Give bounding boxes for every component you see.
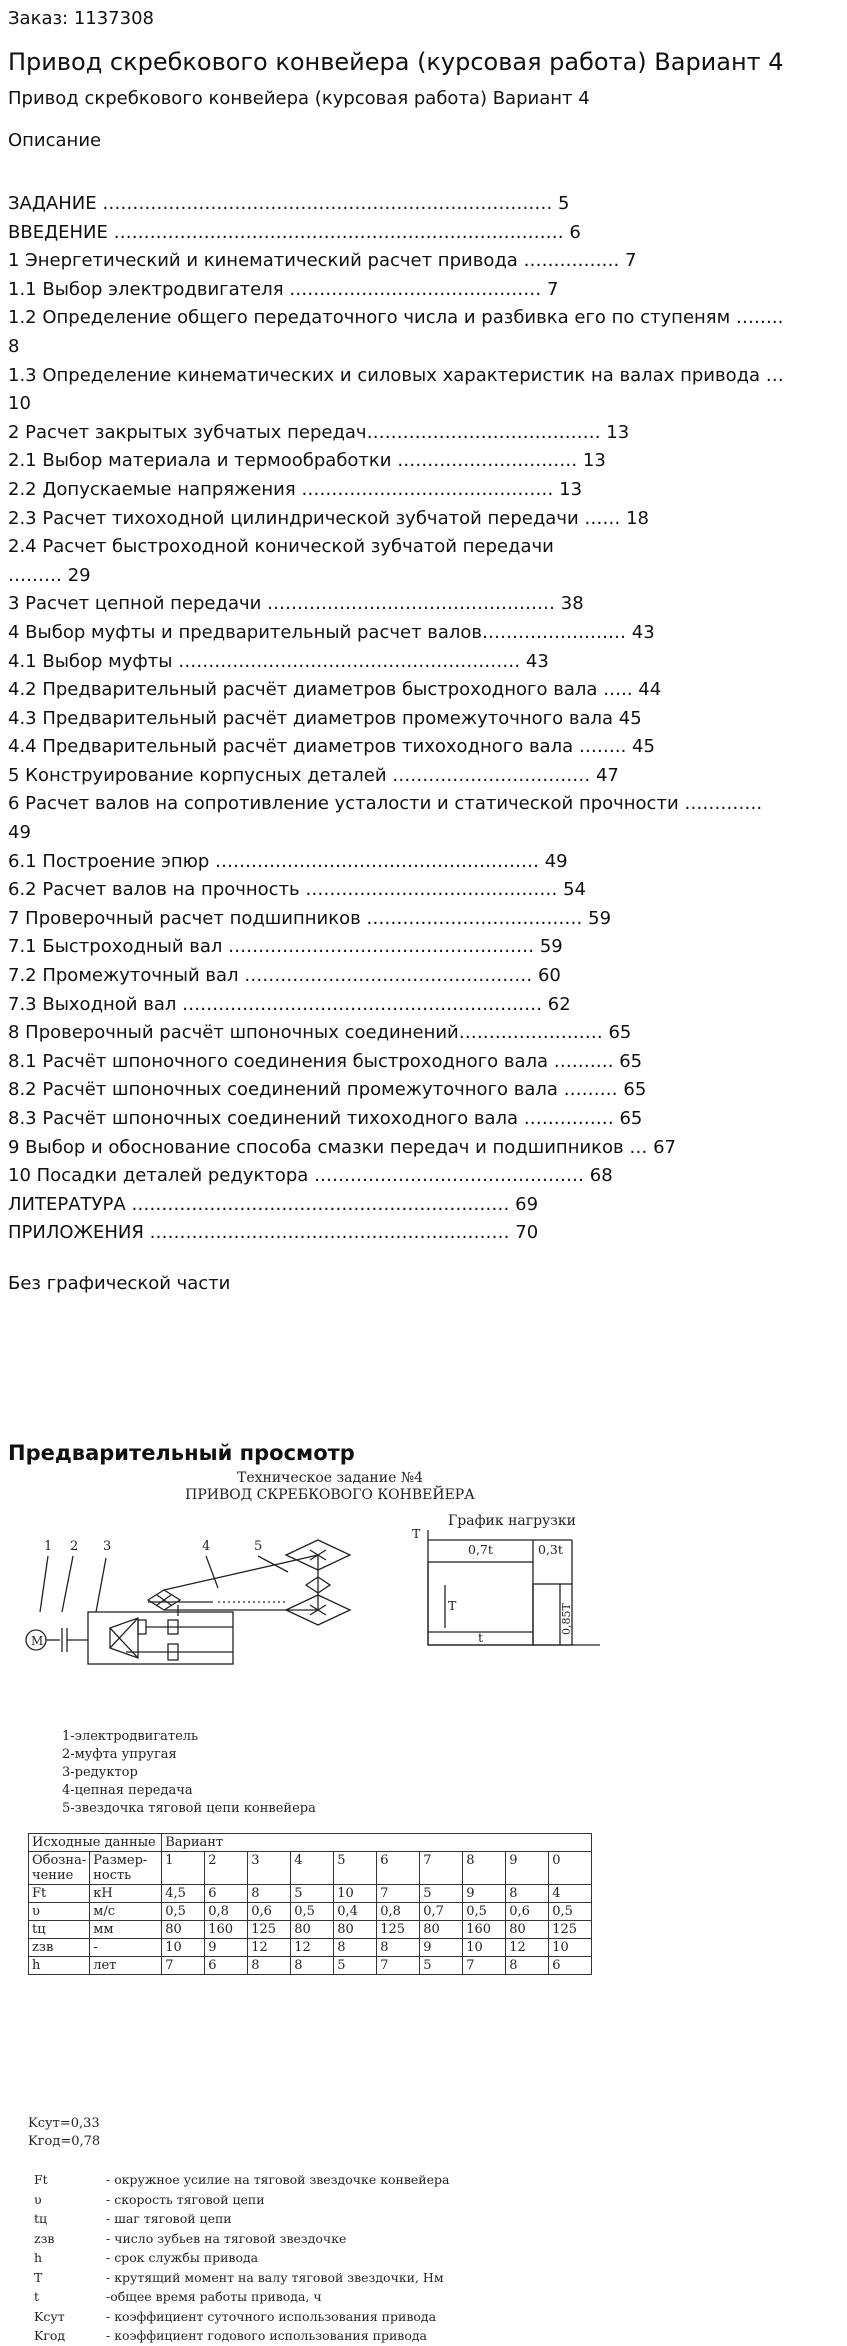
row-symbol: h [29, 1957, 90, 1975]
motor-label: М [31, 1634, 44, 1648]
row-value: 8 [248, 1885, 291, 1903]
symbol-row [34, 2229, 449, 2249]
toc-item: 49 [8, 822, 31, 844]
row-symbol: Ft [29, 1885, 90, 1903]
table-row [29, 1885, 592, 1903]
symbol-name: Ft [34, 2172, 48, 2187]
preview-heading: Предварительный просмотр [8, 1441, 355, 1465]
variant-number: 9 [506, 1852, 549, 1885]
toc-item: 6 Расчет валов на сопротивление усталости и статической прочности …………. [8, 793, 763, 815]
doc-heading: Техническое задание №4 [237, 1470, 423, 1486]
row-value: 0,8 [377, 1903, 420, 1921]
row-value: 80 [162, 1921, 205, 1939]
row-symbol: tц [29, 1921, 90, 1939]
row-value: 12 [291, 1939, 334, 1957]
symbol-name: Kсут [34, 2308, 65, 2324]
symbol-name: Kгод [34, 2328, 66, 2343]
scheme-label-4: 4 [202, 1539, 211, 1554]
scheme-legend [62, 1728, 316, 1818]
row-value: 125 [377, 1921, 420, 1939]
row-value: 8 [248, 1957, 291, 1975]
variant-number: 6 [377, 1852, 420, 1885]
row-value: 5 [291, 1885, 334, 1903]
doc-heading-title: ПРИВОД СКРЕБКОВОГО КОНВЕЙЕРА [185, 1487, 475, 1503]
symbol-row [34, 2287, 449, 2307]
symbol-description: -общее время работы привода, ч [106, 2289, 322, 2304]
row-symbol: zзв [29, 1939, 90, 1957]
symbol-description: - окружное усилие на тяговой звездочке конвейера [106, 2172, 450, 2187]
row-value: 7 [377, 1957, 420, 1975]
toc-item: 4.1 Выбор муфты ………………………………………………… 43 [8, 650, 549, 672]
row-value: 10 [334, 1885, 377, 1903]
row-value: 0,7 [420, 1903, 463, 1921]
row-value: 160 [205, 1921, 248, 1939]
toc-item: 4 Выбор муфты и предварительный расчет валов…………………… 43 [8, 621, 655, 643]
symbol-row [34, 2248, 449, 2268]
variant-number: 5 [334, 1852, 377, 1885]
row-value: 5 [420, 1957, 463, 1975]
row-value: 4,5 [162, 1885, 205, 1903]
row-value: 8 [377, 1939, 420, 1957]
toc-item: 1.1 Выбор электродвигателя …………………………………… 7 [8, 278, 559, 300]
row-value: 0,8 [205, 1903, 248, 1921]
table-row [29, 1903, 592, 1921]
symbol-row [34, 2326, 449, 2346]
variant-number: 2 [205, 1852, 248, 1885]
toc-item: ВВЕДЕНИЕ ………………………………………………………………… 6 [8, 221, 581, 243]
row-value: 6 [205, 1885, 248, 1903]
load-graph-high: T [448, 1598, 457, 1613]
variant-number: 8 [463, 1852, 506, 1885]
document-preview [0, 1470, 847, 2343]
table-header-data: Исходные данные [29, 1834, 162, 1852]
symbol-description: - число зубьев на тяговой звездочке [106, 2230, 347, 2246]
load-graph-seg2: 0,3t [538, 1542, 563, 1557]
symbols-list [34, 2170, 449, 2346]
toc-item: 2.4 Расчет быстроходной конической зубчатой передачи [8, 536, 554, 558]
symbol-description: - скорость тяговой цепи [106, 2191, 265, 2207]
table-header-symbol: Обозна-чение [29, 1852, 90, 1885]
row-value: 8 [334, 1939, 377, 1957]
toc-item: 6.1 Построение эпюр ……………………………………………… 49 [8, 850, 568, 872]
row-value: 80 [420, 1921, 463, 1939]
row-value: 0,5 [463, 1903, 506, 1921]
row-value: 7 [463, 1957, 506, 1975]
toc-item: 5 Конструирование корпусных деталей …………………………… 47 [8, 764, 619, 786]
order-number: Заказ: 1137308 [8, 8, 154, 29]
row-value: 12 [248, 1939, 291, 1957]
toc-item: ПРИЛОЖЕНИЯ …………………………………………………… 70 [8, 1222, 539, 1244]
symbol-name: T [34, 2269, 43, 2285]
row-value: 7 [162, 1957, 205, 1975]
table-header-variant: Вариант [162, 1834, 592, 1852]
scheme-label-1: 1 [44, 1539, 53, 1554]
symbol-name: υ [34, 2191, 42, 2207]
k-values [28, 2115, 100, 2151]
symbol-description: - шаг тяговой цепи [106, 2211, 232, 2226]
toc-item: 4.3 Предварительный расчёт диаметров промежуточного вала 45 [8, 707, 642, 729]
row-value: 9 [420, 1939, 463, 1957]
toc-item: ЗАДАНИЕ ………………………………………………………………… 5 [8, 193, 570, 214]
variant-number: 4 [291, 1852, 334, 1885]
load-graph-seg1: 0,7t [468, 1542, 493, 1557]
toc-item: 7.2 Промежуточный вал ………………………………………… 60 [8, 965, 561, 987]
toc-item: 8 [8, 335, 20, 357]
drive-scheme [18, 1520, 418, 1670]
symbol-name: tц [34, 2211, 48, 2226]
row-symbol: υ [29, 1903, 90, 1921]
scheme-label-3: 3 [103, 1539, 112, 1554]
row-value: 4 [549, 1885, 592, 1903]
page-title: Привод скребкового конвейера (курсовая работа) Вариант 4 [8, 48, 784, 76]
toc-item: 9 Выбор и обоснование способа смазки передач и подшипников … 67 [8, 1136, 676, 1158]
row-value: 160 [463, 1921, 506, 1939]
toc-item: 2.3 Расчет тихоходной цилиндрической зубчатой передачи …… 18 [8, 507, 650, 529]
load-graph-low: 0,85T [560, 1603, 573, 1635]
scheme-label-2: 2 [70, 1539, 79, 1554]
k-value: Kсут=0,33 [28, 2116, 100, 2131]
toc-item: 10 Посадки деталей редуктора ……………………………………… 68 [8, 1165, 613, 1187]
toc-item: 1.3 Определение кинематических и силовых характеристик на валах привода … [8, 364, 784, 386]
table-row [29, 1957, 592, 1975]
description-heading: Описание [8, 130, 102, 151]
row-value: 8 [291, 1957, 334, 1975]
variant-number: 3 [248, 1852, 291, 1885]
load-graph-total: t [478, 1630, 484, 1645]
symbol-name: t [34, 2289, 40, 2304]
row-value: 80 [506, 1921, 549, 1939]
variant-number: 0 [549, 1852, 592, 1885]
row-value: 125 [248, 1921, 291, 1939]
symbol-row [34, 2170, 449, 2190]
table-header-unit: Размер-ность [90, 1852, 162, 1885]
symbol-name: h [34, 2250, 43, 2265]
toc-item: 2.2 Допускаемые напряжения …………………………………… 13 [8, 478, 583, 500]
toc-item: 1 Энергетический и кинематический расчет привода ……………. 7 [8, 250, 637, 272]
symbol-row [34, 2268, 449, 2288]
row-value: 0,6 [248, 1903, 291, 1921]
row-value: 7 [377, 1885, 420, 1903]
toc-item: ЛИТЕРАТУРА ……………………………………………………… 69 [8, 1193, 539, 1215]
symbol-description: - срок службы привода [106, 2250, 259, 2265]
row-unit: мм [90, 1921, 162, 1939]
toc-item: ……… 29 [8, 564, 91, 586]
toc-item: 8.2 Расчёт шпоночных соединений промежуточного вала ……… 65 [8, 1079, 647, 1101]
row-value: 6 [549, 1957, 592, 1975]
toc-item: 2 Расчет закрытых зубчатых передач………………………………… 13 [8, 421, 630, 443]
load-graph-title: График нагрузки [448, 1513, 576, 1529]
row-value: 8 [506, 1957, 549, 1975]
variant-number: 7 [420, 1852, 463, 1885]
toc-item: 1.2 Определение общего передаточного числа и разбивка его по ступеням …….. [8, 307, 784, 329]
toc-item: 8.1 Расчёт шпоночного соединения быстроходного вала ………. 65 [8, 1050, 643, 1072]
row-value: 8 [506, 1885, 549, 1903]
row-value: 10 [463, 1939, 506, 1957]
toc-item: 7.1 Быстроходный вал …………………………………………… 59 [8, 936, 563, 958]
row-value: 12 [506, 1939, 549, 1957]
toc-item: 2.1 Выбор материала и термообработки ………………………… 13 [8, 450, 606, 472]
row-value: 10 [549, 1939, 592, 1957]
row-value: 5 [334, 1957, 377, 1975]
toc-item: 8 Проверочный расчёт шпоночных соединений…………………… 65 [8, 1022, 632, 1044]
page-subtitle: Привод скребкового конвейера (курсовая работа) Вариант 4 [8, 88, 590, 109]
row-unit: м/с [90, 1903, 162, 1921]
variants-table [28, 1833, 592, 1975]
legend-item: 5-звездочка тяговой цепи конвейера [62, 1801, 316, 1816]
toc-item: 6.2 Расчет валов на прочность …………………………………… 54 [8, 879, 587, 901]
toc-item: 7.3 Выходной вал …………………………………………………… 62 [8, 993, 571, 1015]
symbol-row [34, 2190, 449, 2210]
row-value: 10 [162, 1939, 205, 1957]
toc-item: 4.2 Предварительный расчёт диаметров быстроходного вала ….. 44 [8, 679, 662, 701]
table-row [29, 1921, 592, 1939]
row-value: 80 [291, 1921, 334, 1939]
symbol-name: zзв [34, 2230, 55, 2246]
symbol-description: - коэффициент суточного использования привода [106, 2308, 437, 2324]
row-unit: лет [90, 1957, 162, 1975]
table-of-contents [8, 190, 838, 1248]
legend-item: 2-муфта упругая [62, 1747, 177, 1762]
legend-item: 4-цепная передача [62, 1783, 193, 1798]
toc-item: 4.4 Предварительный расчёт диаметров тихоходного вала …….. 45 [8, 736, 655, 758]
row-value: 5 [420, 1885, 463, 1903]
toc-item: 3 Расчет цепной передачи ………………………………………… 38 [8, 593, 584, 615]
legend-item: 1-электродвигатель [62, 1729, 199, 1744]
row-value: 80 [334, 1921, 377, 1939]
row-value: 9 [205, 1939, 248, 1957]
load-graph [410, 1510, 620, 1670]
symbol-row [34, 2209, 449, 2229]
row-value: 0,5 [162, 1903, 205, 1921]
table-row [29, 1939, 592, 1957]
symbol-description: - коэффициент годового использования привода [106, 2328, 427, 2343]
scheme-label-5: 5 [254, 1539, 263, 1554]
row-value: 125 [549, 1921, 592, 1939]
variant-number: 1 [162, 1852, 205, 1885]
load-graph-axis: T [412, 1526, 421, 1541]
toc-item: 7 Проверочный расчет подшипников ……………………………… 59 [8, 907, 612, 929]
row-value: 9 [463, 1885, 506, 1903]
toc-item: 10 [8, 393, 31, 415]
row-value: 0,5 [291, 1903, 334, 1921]
k-value: Kгод=0,78 [28, 2134, 101, 2149]
row-value: 0,5 [549, 1903, 592, 1921]
toc-item: 8.3 Расчёт шпоночных соединений тихоходного вала …………… 65 [8, 1108, 643, 1129]
row-value: 0,4 [334, 1903, 377, 1921]
no-graphics-note: Без графической части [8, 1273, 231, 1294]
legend-item: 3-редуктор [62, 1765, 138, 1780]
symbol-description: - крутящий момент на валу тяговой звездочки, Нм [106, 2269, 444, 2285]
symbol-row [34, 2307, 449, 2327]
row-unit: кН [90, 1885, 162, 1903]
row-value: 0,6 [506, 1903, 549, 1921]
row-unit: - [90, 1939, 162, 1957]
row-value: 6 [205, 1957, 248, 1975]
